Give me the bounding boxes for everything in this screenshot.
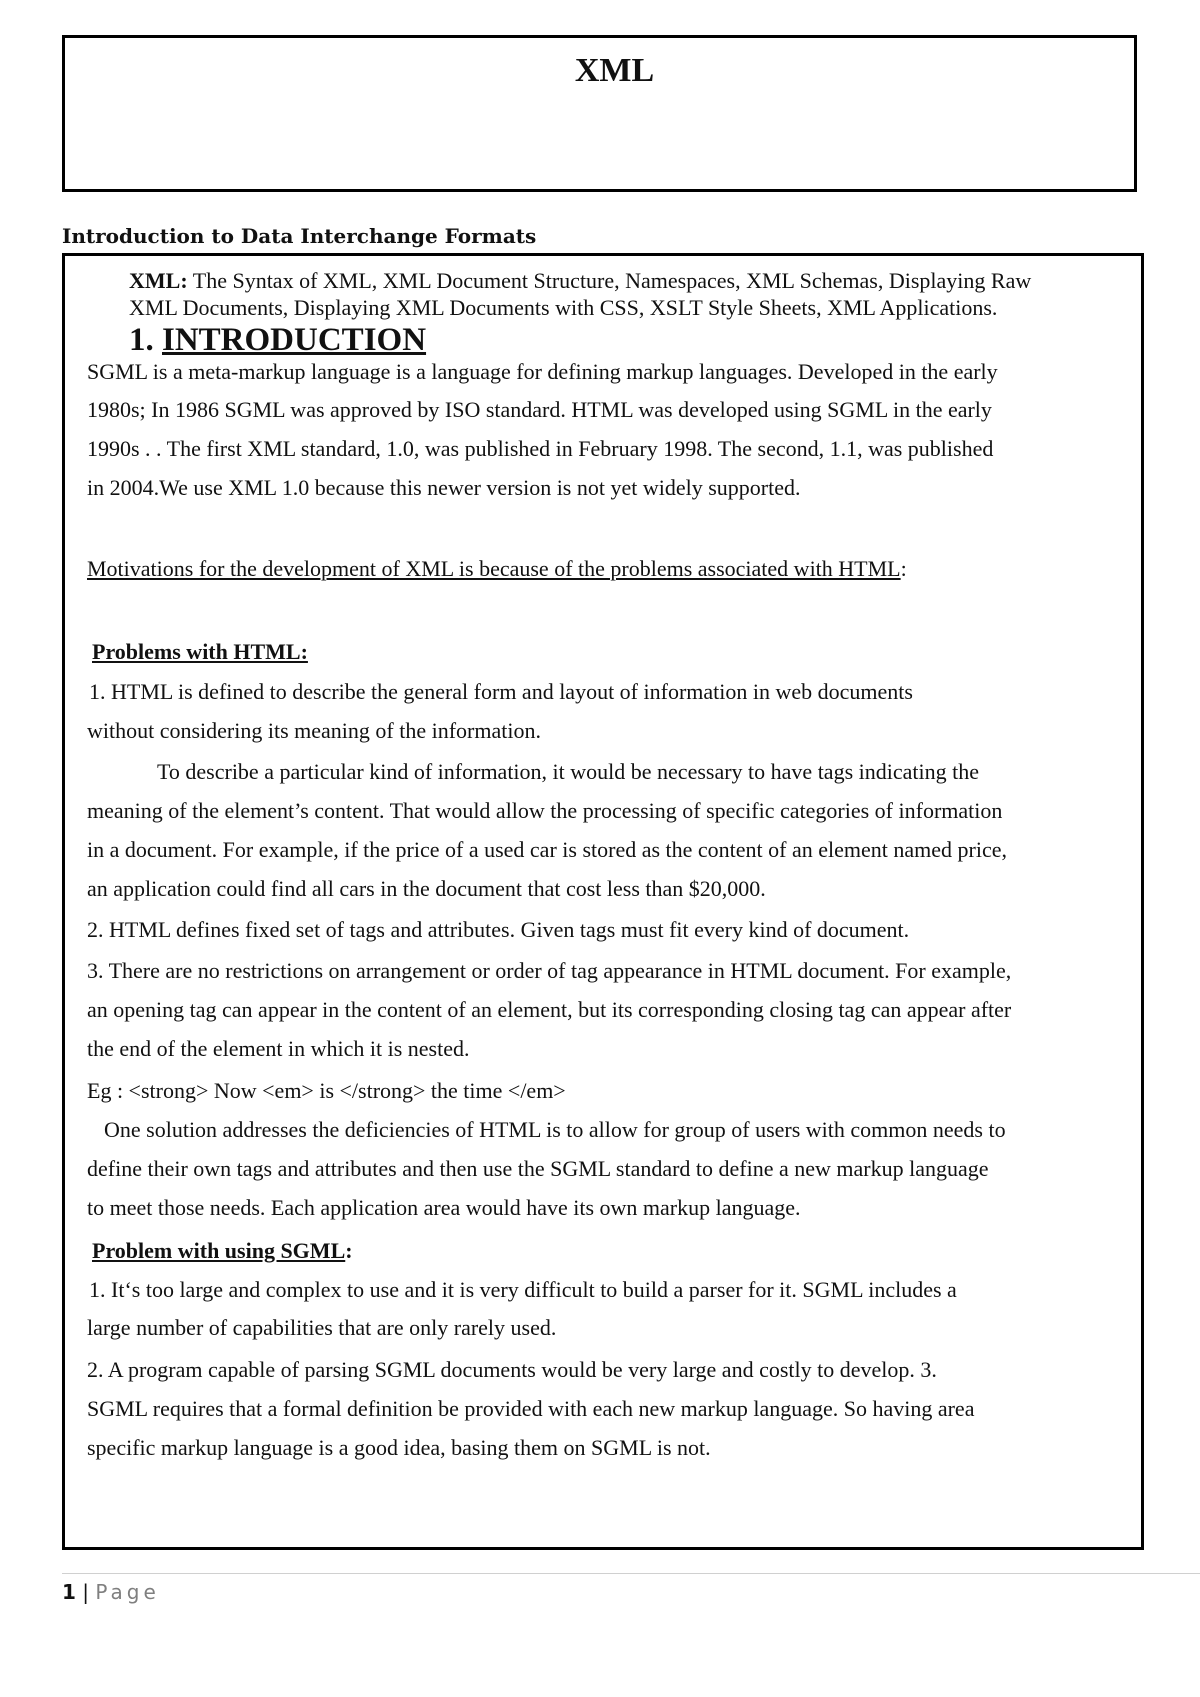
syllabus-line-1: XML: The Syntax of XML, XML Document Structure, Namespaces, XML Schemas, Displaying Raw [129,268,1032,293]
title-box [62,35,1137,192]
paragraph-line: SGML is a meta-markup language is a language for defining markup languages. Developed in the early [87,359,998,384]
html-problems-heading: Problems with HTML: [92,639,308,664]
sgml-problems-heading: Problem with using SGML: [92,1238,353,1263]
html-problem-line: an opening tag can appear in the content of an element, but its corresponding closing tag can appear after [87,997,1012,1022]
html-problem-line: in a document. For example, if the price of a used car is stored as the content of an element named price, [87,837,1007,862]
html-problem-line: 2. HTML defines fixed set of tags and attributes. Given tags must fit every kind of document. [87,917,910,942]
html-problem-line: define their own tags and attributes and then use the SGML standard to define a new markup language [87,1156,989,1181]
content-box [62,253,1144,1550]
syllabus-label: XML: [129,268,188,293]
html-problem-line: One solution addresses the deficiencies of HTML is to allow for group of users with common needs to [104,1117,1006,1142]
html-problem-line: meaning of the element’s content. That would allow the processing of specific categories of information [87,798,1003,823]
html-problem-line: 1. HTML is defined to describe the general form and layout of information in web documents [89,679,913,704]
section-heading: Introduction to Data Interchange Formats [62,224,537,248]
html-problem-line: without considering its meaning of the information. [87,718,541,743]
html-problem-line: the end of the element in which it is nested. [87,1036,470,1061]
sgml-problem-line: large number of capabilities that are only rarely used. [87,1315,557,1340]
html-problem-line: 3. There are no restrictions on arrangement or order of tag appearance in HTML document. For example, [87,958,1012,983]
syllabus-line-2: XML Documents, Displaying XML Documents with CSS, XSLT Style Sheets, XML Applications. [129,295,998,320]
page-label: Page [95,1580,160,1604]
sgml-problem-line: 1. It‘s too large and complex to use and it is very difficult to build a parser for it. SGML includes a [89,1277,957,1302]
intro-heading: 1. INTRODUCTION [129,322,427,358]
footer-divider [62,1573,1200,1574]
page-footer: 1 | Page [62,1580,160,1604]
sgml-problem-line: specific markup language is a good idea, basing them on SGML is not. [87,1435,711,1460]
paragraph-line: in 2004.We use XML 1.0 because this newer version is not yet widely supported. [87,475,801,500]
paragraph-line: 1980s; In 1986 SGML was approved by ISO standard. HTML was developed using SGML in the early [87,397,992,422]
html-problem-line: to meet those needs. Each application area would have its own markup language. [87,1195,801,1220]
sgml-problem-line: 2. A program capable of parsing SGML documents would be very large and costly to develop. 3. [87,1357,937,1382]
motivation-line: Motivations for the development of XML is because of the problems associated with HTML: [87,556,907,581]
document-title: XML [574,52,655,89]
html-problem-line: an application could find all cars in the document that cost less than $20,000. [87,876,766,901]
paragraph-line: 1990s . . The first XML standard, 1.0, was published in February 1998. The second, 1.1, was published [87,436,994,461]
page-number: 1 [62,1580,76,1604]
html-problem-line: To describe a particular kind of information, it would be necessary to have tags indicating the [157,759,979,784]
code-example: Eg : <strong> Now <em> is </strong> the time </em> [87,1078,566,1103]
sgml-problem-line: SGML requires that a formal definition be provided with each new markup language. So having area [87,1396,975,1421]
